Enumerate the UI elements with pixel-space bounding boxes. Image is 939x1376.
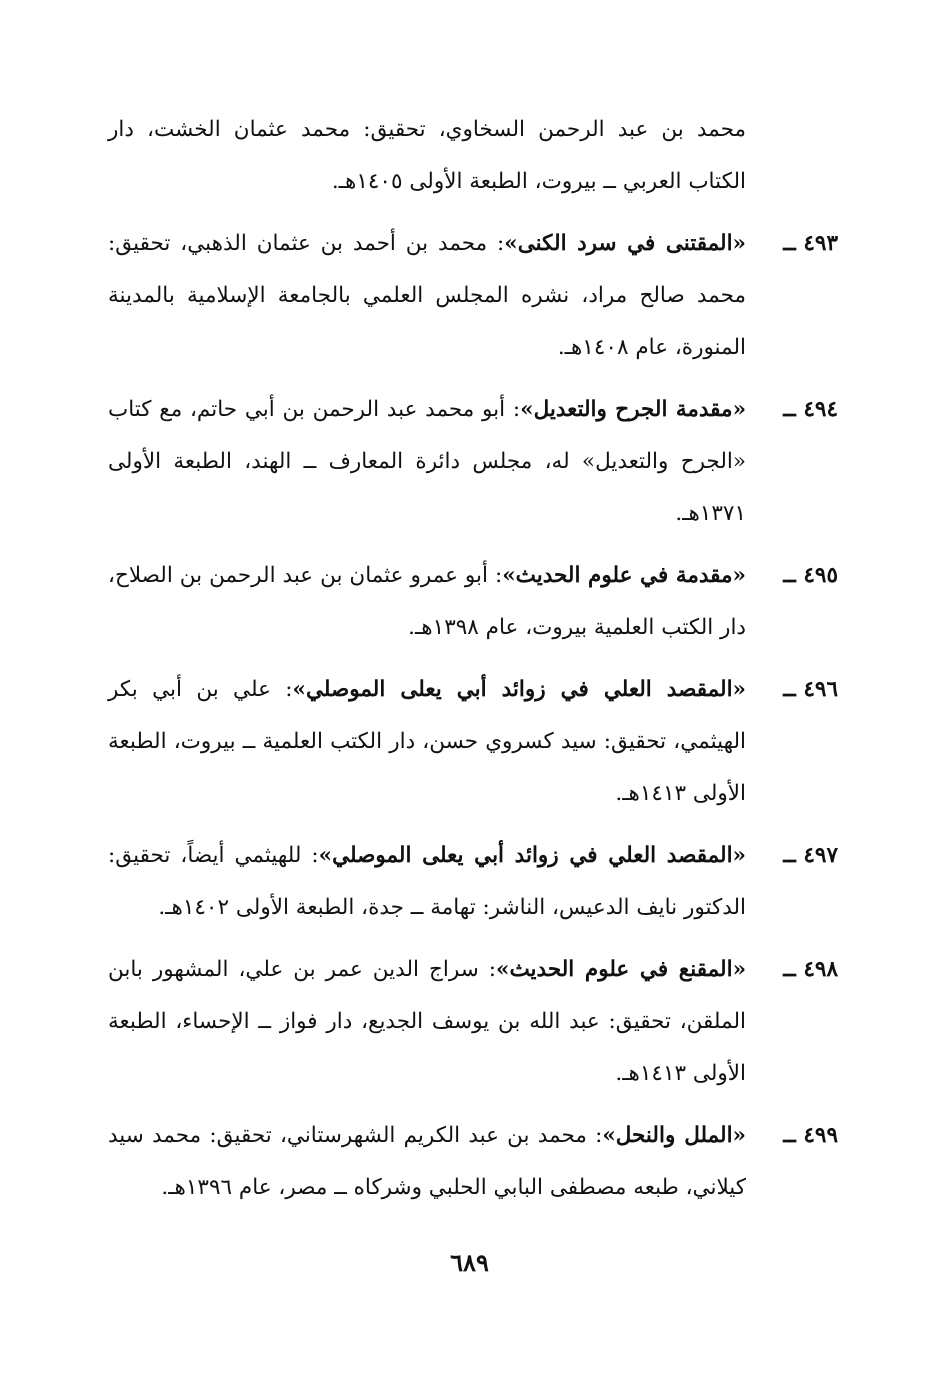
bibliography-list <box>108 104 838 1214</box>
entry-body: : للهيثمي أيضاً، تحقيق: الدكتور نايف الدعيس، الناشر: تهامة ــ جدة، الطبعة الأولى ١٤٠٢هـ. <box>108 843 746 920</box>
entry-body: : علي بن أبي بكر الهيثمي، تحقيق: سيد كسروي حسن، دار الكتب العلمية ــ بيروت، الطبعة الأولى ١٤١٣هـ. <box>108 677 746 806</box>
bibliography-entry-494 <box>108 384 838 540</box>
continuation-text: محمد بن عبد الرحمن السخاوي، تحقيق: محمد عثمان الخشت، دار الكتاب العربي ــ بيروت، الطبعة الأولى ١٤٠٥هـ. <box>108 117 746 194</box>
entry-title: «مقدمة الجرح والتعديل» <box>520 397 747 422</box>
bibliography-entry-497 <box>108 830 838 934</box>
bibliography-entry-498 <box>108 944 838 1100</box>
entry-number: ٤٩٨ ــ <box>783 957 838 982</box>
entry-title: «المقتنى في سرد الكنى» <box>504 231 746 256</box>
entry-number: ٤٩٥ ــ <box>783 563 838 588</box>
entry-title: «المقصد العلي في زوائد أبي يعلى الموصلي» <box>292 677 746 702</box>
entry-title: «المقصد العلي في زوائد أبي يعلى الموصلي» <box>318 843 746 868</box>
bibliography-entry-493 <box>108 218 838 374</box>
bibliography-entry-496 <box>108 664 838 820</box>
entry-title: «الملل والنحل» <box>602 1123 746 1148</box>
page-number: ٦٨٩ <box>450 1248 489 1277</box>
entry-title: «المقنع في علوم الحديث» <box>496 957 747 982</box>
entry-body: : سراج الدين عمر بن علي، المشهور بابن الملقن، تحقيق: عبد الله بن يوسف الجديع، دار فواز ــ الإحساء، الطبعة الأولى ١٤١٣هـ. <box>108 957 746 1086</box>
entry-body: : محمد بن أحمد بن عثمان الذهبي، تحقيق: محمد صالح مراد، نشره المجلس العلمي بالجامعة الإسلامية بالمدينة المنورة، عام ١٤٠٨هـ. <box>108 231 746 360</box>
entry-body: : أبو محمد عبد الرحمن بن أبي حاتم، مع كتاب «الجرح والتعديل» له، مجلس دائرة المعارف ــ الهند، الطبعة الأولى ١٣٧١هـ. <box>108 397 746 526</box>
entry-number: ٤٩٧ ــ <box>783 843 838 868</box>
entry-title: «مقدمة في علوم الحديث» <box>502 563 746 588</box>
continuation-entry <box>108 104 838 208</box>
bibliography-entry-499 <box>108 1110 838 1214</box>
entry-number: ٤٩٤ ــ <box>783 397 838 422</box>
entry-number: ٤٩٩ ــ <box>783 1123 838 1148</box>
entry-number: ٤٩٦ ــ <box>783 677 838 702</box>
bibliography-entry-495 <box>108 550 838 654</box>
entry-body: : محمد بن عبد الكريم الشهرستاني، تحقيق: محمد سيد كيلاني، طبعه مصطفى البابي الحلبي وشركاه ــ مصر، عام ١٣٩٦هـ. <box>108 1123 746 1200</box>
entry-number: ٤٩٣ ــ <box>783 231 838 256</box>
entry-body: : أبو عمرو عثمان بن عبد الرحمن بن الصلاح، دار الكتب العلمية بيروت، عام ١٣٩٨هـ. <box>108 563 746 640</box>
